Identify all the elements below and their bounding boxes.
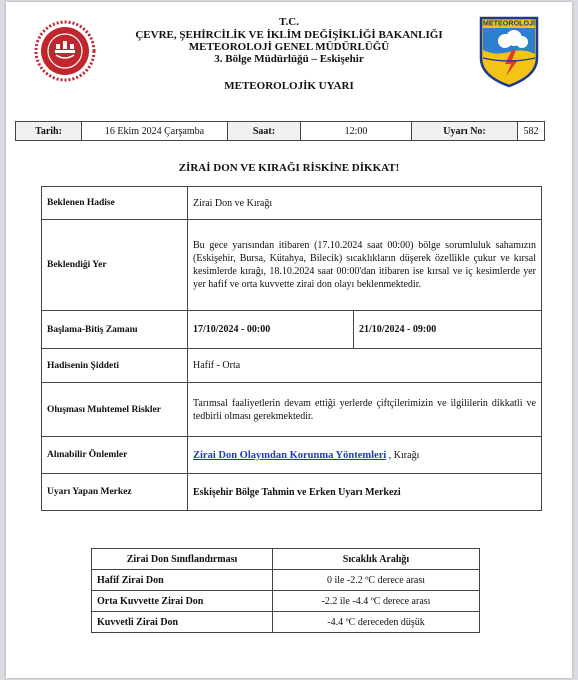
table-row (92, 612, 480, 633)
frost-class-range: -2.2 ile -4.4 ºC derece arası (273, 591, 480, 612)
table-row (42, 349, 542, 383)
time-value: 12:00 (301, 122, 412, 141)
risk-value: Tarımsal faaliyetlerin devam ettiği yerlerde çiftçilerimizin ve ilgililerin dikkatli ve tedbirli olması gerekmektedir. (188, 383, 542, 437)
measures-label: Alınabilir Önlemler (42, 437, 188, 474)
frost-class-name: Hafif Zirai Don (92, 570, 273, 591)
time-range-label: Başlama-Bitiş Zamanı (42, 311, 188, 349)
header-region: 3. Bölge Müdürlüğü – Eskişehir (214, 53, 364, 65)
measures-suffix: , Kırağı (386, 449, 420, 461)
table-row (92, 549, 480, 570)
place-label: Beklendiği Yer (42, 220, 188, 311)
classification-table (91, 548, 480, 633)
table-row (42, 383, 542, 437)
place-value: Bu gece yarısından itibaren (17.10.2024 saat 00:00) bölge sorumluluk sahamızın (Eskişehir, Bursa, Kütahya, Bilecik) sıcaklıkların düşerek özellikle çukur ve kırsal kesimlerde kırağı, 18.10.2024 saat 00:00'dan itibaren ise kırsal ve iç kesimlerde yer yer hafif ve orta kuvvette zirai don olayı beklenmektedir. (188, 220, 542, 311)
document-title: METEOROLOJİK UYARI (224, 80, 354, 92)
table-row (42, 437, 542, 474)
frost-protection-link[interactable]: Zirai Don Olayından Korunma Yöntemleri (193, 449, 387, 461)
severity-label: Hadisenin Şiddeti (42, 349, 188, 383)
table-row (42, 187, 542, 220)
table-row (42, 220, 542, 311)
time-label: Saat: (228, 122, 301, 141)
table-row (42, 311, 542, 349)
center-value: Eskişehir Bölge Tahmin ve Erken Uyarı Merkezi (188, 474, 542, 511)
temperature-range-header: Sıcaklık Aralığı (273, 549, 480, 570)
meteorology-logo-text: METEOROLOJİ (482, 18, 536, 28)
header-ministry: ÇEVRE, ŞEHİRCİLİK VE İKLİM DEĞİŞİKLİĞİ BAKANLIĞI (135, 29, 443, 41)
risk-label: Oluşması Muhtemel Riskler (42, 383, 188, 437)
info-table (15, 121, 545, 141)
header-directorate: METEOROLOJİ GENEL MÜDÜRLÜĞÜ (188, 41, 390, 53)
event-label: Beklenen Hadise (42, 187, 188, 220)
frost-class-name: Orta Kuvvette Zirai Don (92, 591, 273, 612)
frost-class-range: -4.4 ºC dereceden düşük (273, 612, 480, 633)
table-row (92, 591, 480, 612)
center-label: Uyarı Yapan Merkez (42, 474, 188, 511)
measures-value (188, 437, 542, 474)
date-value: 16 Ekim 2024 Çarşamba (82, 122, 228, 141)
table-row (92, 570, 480, 591)
date-label: Tarih: (16, 122, 82, 141)
end-value: 21/10/2024 - 09:00 (354, 311, 542, 349)
table-row (42, 474, 542, 511)
warning-no-label: Uyarı No: (412, 122, 518, 141)
event-value: Zirai Don ve Kırağı (188, 187, 542, 220)
severity-value: Hafif - Orta (188, 349, 542, 383)
classification-header: Zirai Don Sınıflandırması (92, 549, 273, 570)
details-table (41, 186, 542, 511)
frost-class-name: Kuvvetli Zirai Don (92, 612, 273, 633)
warning-heading: ZİRAİ DON VE KIRAĞI RİSKİNE DİKKAT! (178, 162, 400, 174)
start-value: 17/10/2024 - 00:00 (188, 311, 354, 349)
frost-class-range: 0 ile -2.2 ºC derece arası (273, 570, 480, 591)
header-tc: T.C. (279, 16, 299, 28)
warning-no-value: 582 (518, 122, 545, 141)
